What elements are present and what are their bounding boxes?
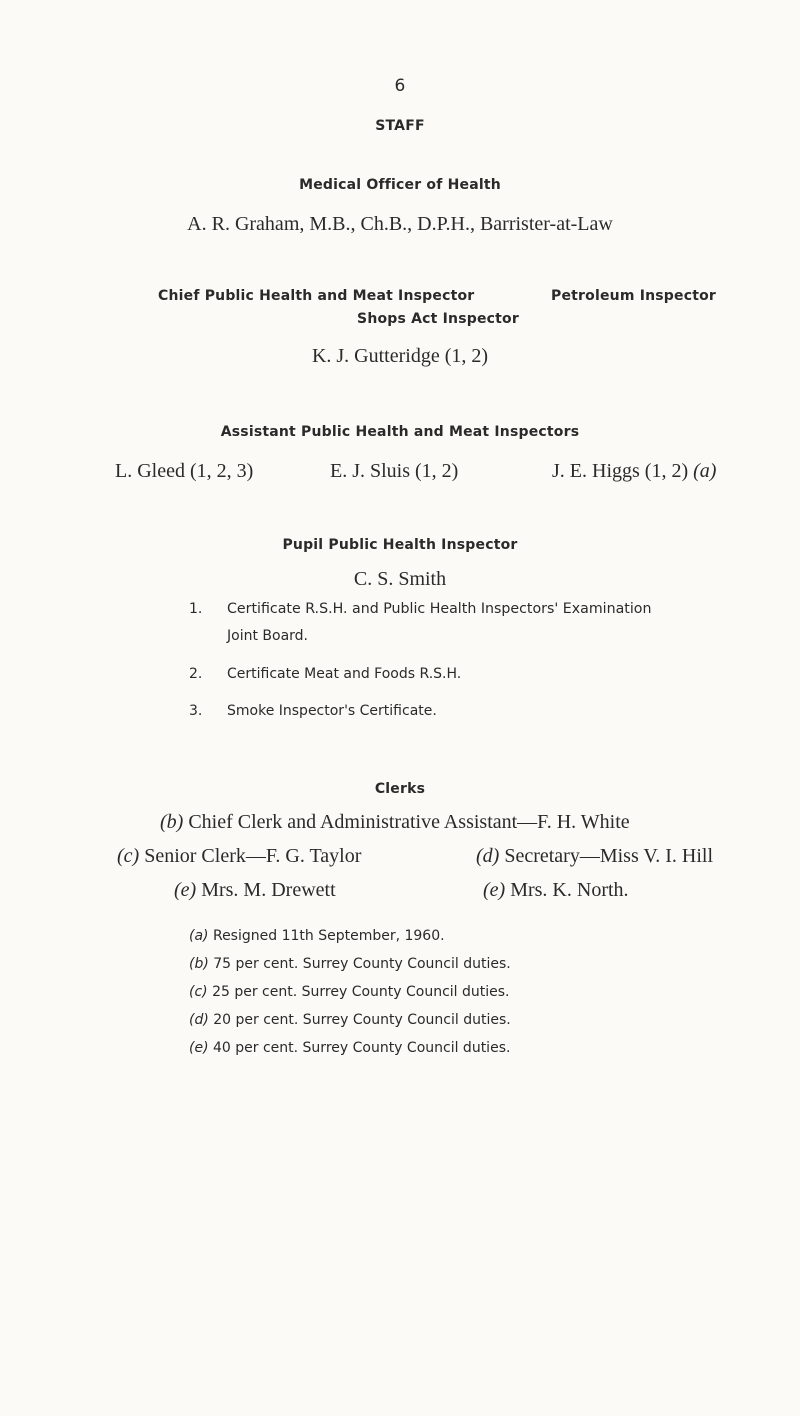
footnote-label: (c): [189, 984, 208, 1000]
chief-heading-right: Petroleum Inspector: [551, 288, 717, 304]
qualification-text-cont: Joint Board.: [227, 628, 308, 644]
footnote: [189, 956, 511, 972]
clerk-text: Mrs. M. Drewett: [201, 879, 336, 901]
footnote-label: (b): [189, 956, 209, 972]
clerks-heading: Clerks: [374, 781, 426, 797]
clerk-text: Chief Clerk and Administrative Assistant—F. H. White: [188, 811, 630, 833]
qualification-number: 3.: [189, 703, 203, 719]
clerk-entry: [160, 811, 630, 834]
footnote-label: (d): [189, 1012, 209, 1028]
chief-heading-left: Chief Public Health and Meat Inspector: [158, 288, 475, 304]
footnote-text: 75 per cent. Surrey County Council duties.: [213, 956, 511, 972]
clerk-entry: [476, 845, 713, 868]
clerk-text: Secretary—Miss V. I. Hill: [504, 845, 714, 867]
qualification-number: 2.: [189, 666, 203, 682]
page-number: 6: [394, 76, 406, 96]
clerk-text: Mrs. K. North.: [510, 879, 629, 901]
moh-heading: Medical Officer of Health: [299, 177, 501, 193]
clerk-label: (b): [160, 811, 184, 833]
footnote-text: 25 per cent. Surrey County Council duties.: [212, 984, 510, 1000]
qualification-text: Certificate R.S.H. and Public Health Inspectors' Examination: [227, 601, 652, 617]
assistant-name-row: [552, 460, 716, 483]
qualification-number: 1.: [189, 601, 203, 617]
page-title: STAFF: [375, 118, 425, 134]
qualification-text: Certificate Meat and Foods R.S.H.: [227, 666, 462, 682]
clerk-text: Senior Clerk—F. G. Taylor: [144, 845, 362, 867]
qualification-text: Smoke Inspector's Certificate.: [227, 703, 437, 719]
footnote-text: 20 per cent. Surrey County Council duties.: [213, 1012, 511, 1028]
chief-heading-sub: Shops Act Inspector: [357, 311, 519, 327]
footnote-label: (a): [189, 928, 209, 944]
footnote-text: Resigned 11th September, 1960.: [212, 928, 445, 944]
clerk-entry: [483, 879, 629, 902]
footnote: [189, 928, 445, 944]
footnote: [189, 1040, 510, 1056]
moh-name: A. R. Graham, M.B., Ch.B., D.P.H., Barrister-at-Law: [187, 213, 613, 235]
footnote: [189, 984, 510, 1000]
assistant-name: E. J. Sluis (1, 2): [330, 460, 459, 482]
clerk-label: (e): [483, 879, 506, 901]
clerk-label: (d): [476, 845, 500, 867]
assistant-name: L. Gleed (1, 2, 3): [115, 460, 254, 482]
footnote-text: 40 per cent. Surrey County Council duties.: [213, 1040, 511, 1056]
assistants-heading: Assistant Public Health and Meat Inspectors: [220, 424, 580, 440]
pupil-heading: Pupil Public Health Inspector: [282, 537, 518, 553]
clerk-entry: [174, 879, 336, 902]
clerk-entry: [117, 845, 361, 868]
clerk-label: (c): [117, 845, 140, 867]
footnote-ref: (a): [693, 460, 717, 482]
footnote-label: (e): [189, 1040, 209, 1056]
footnote: [189, 1012, 511, 1028]
clerk-label: (e): [174, 879, 197, 901]
assistant-name: J. E. Higgs (1, 2): [552, 460, 689, 482]
chief-name: K. J. Gutteridge (1, 2): [311, 345, 489, 367]
pupil-name: C. S. Smith: [353, 568, 447, 590]
